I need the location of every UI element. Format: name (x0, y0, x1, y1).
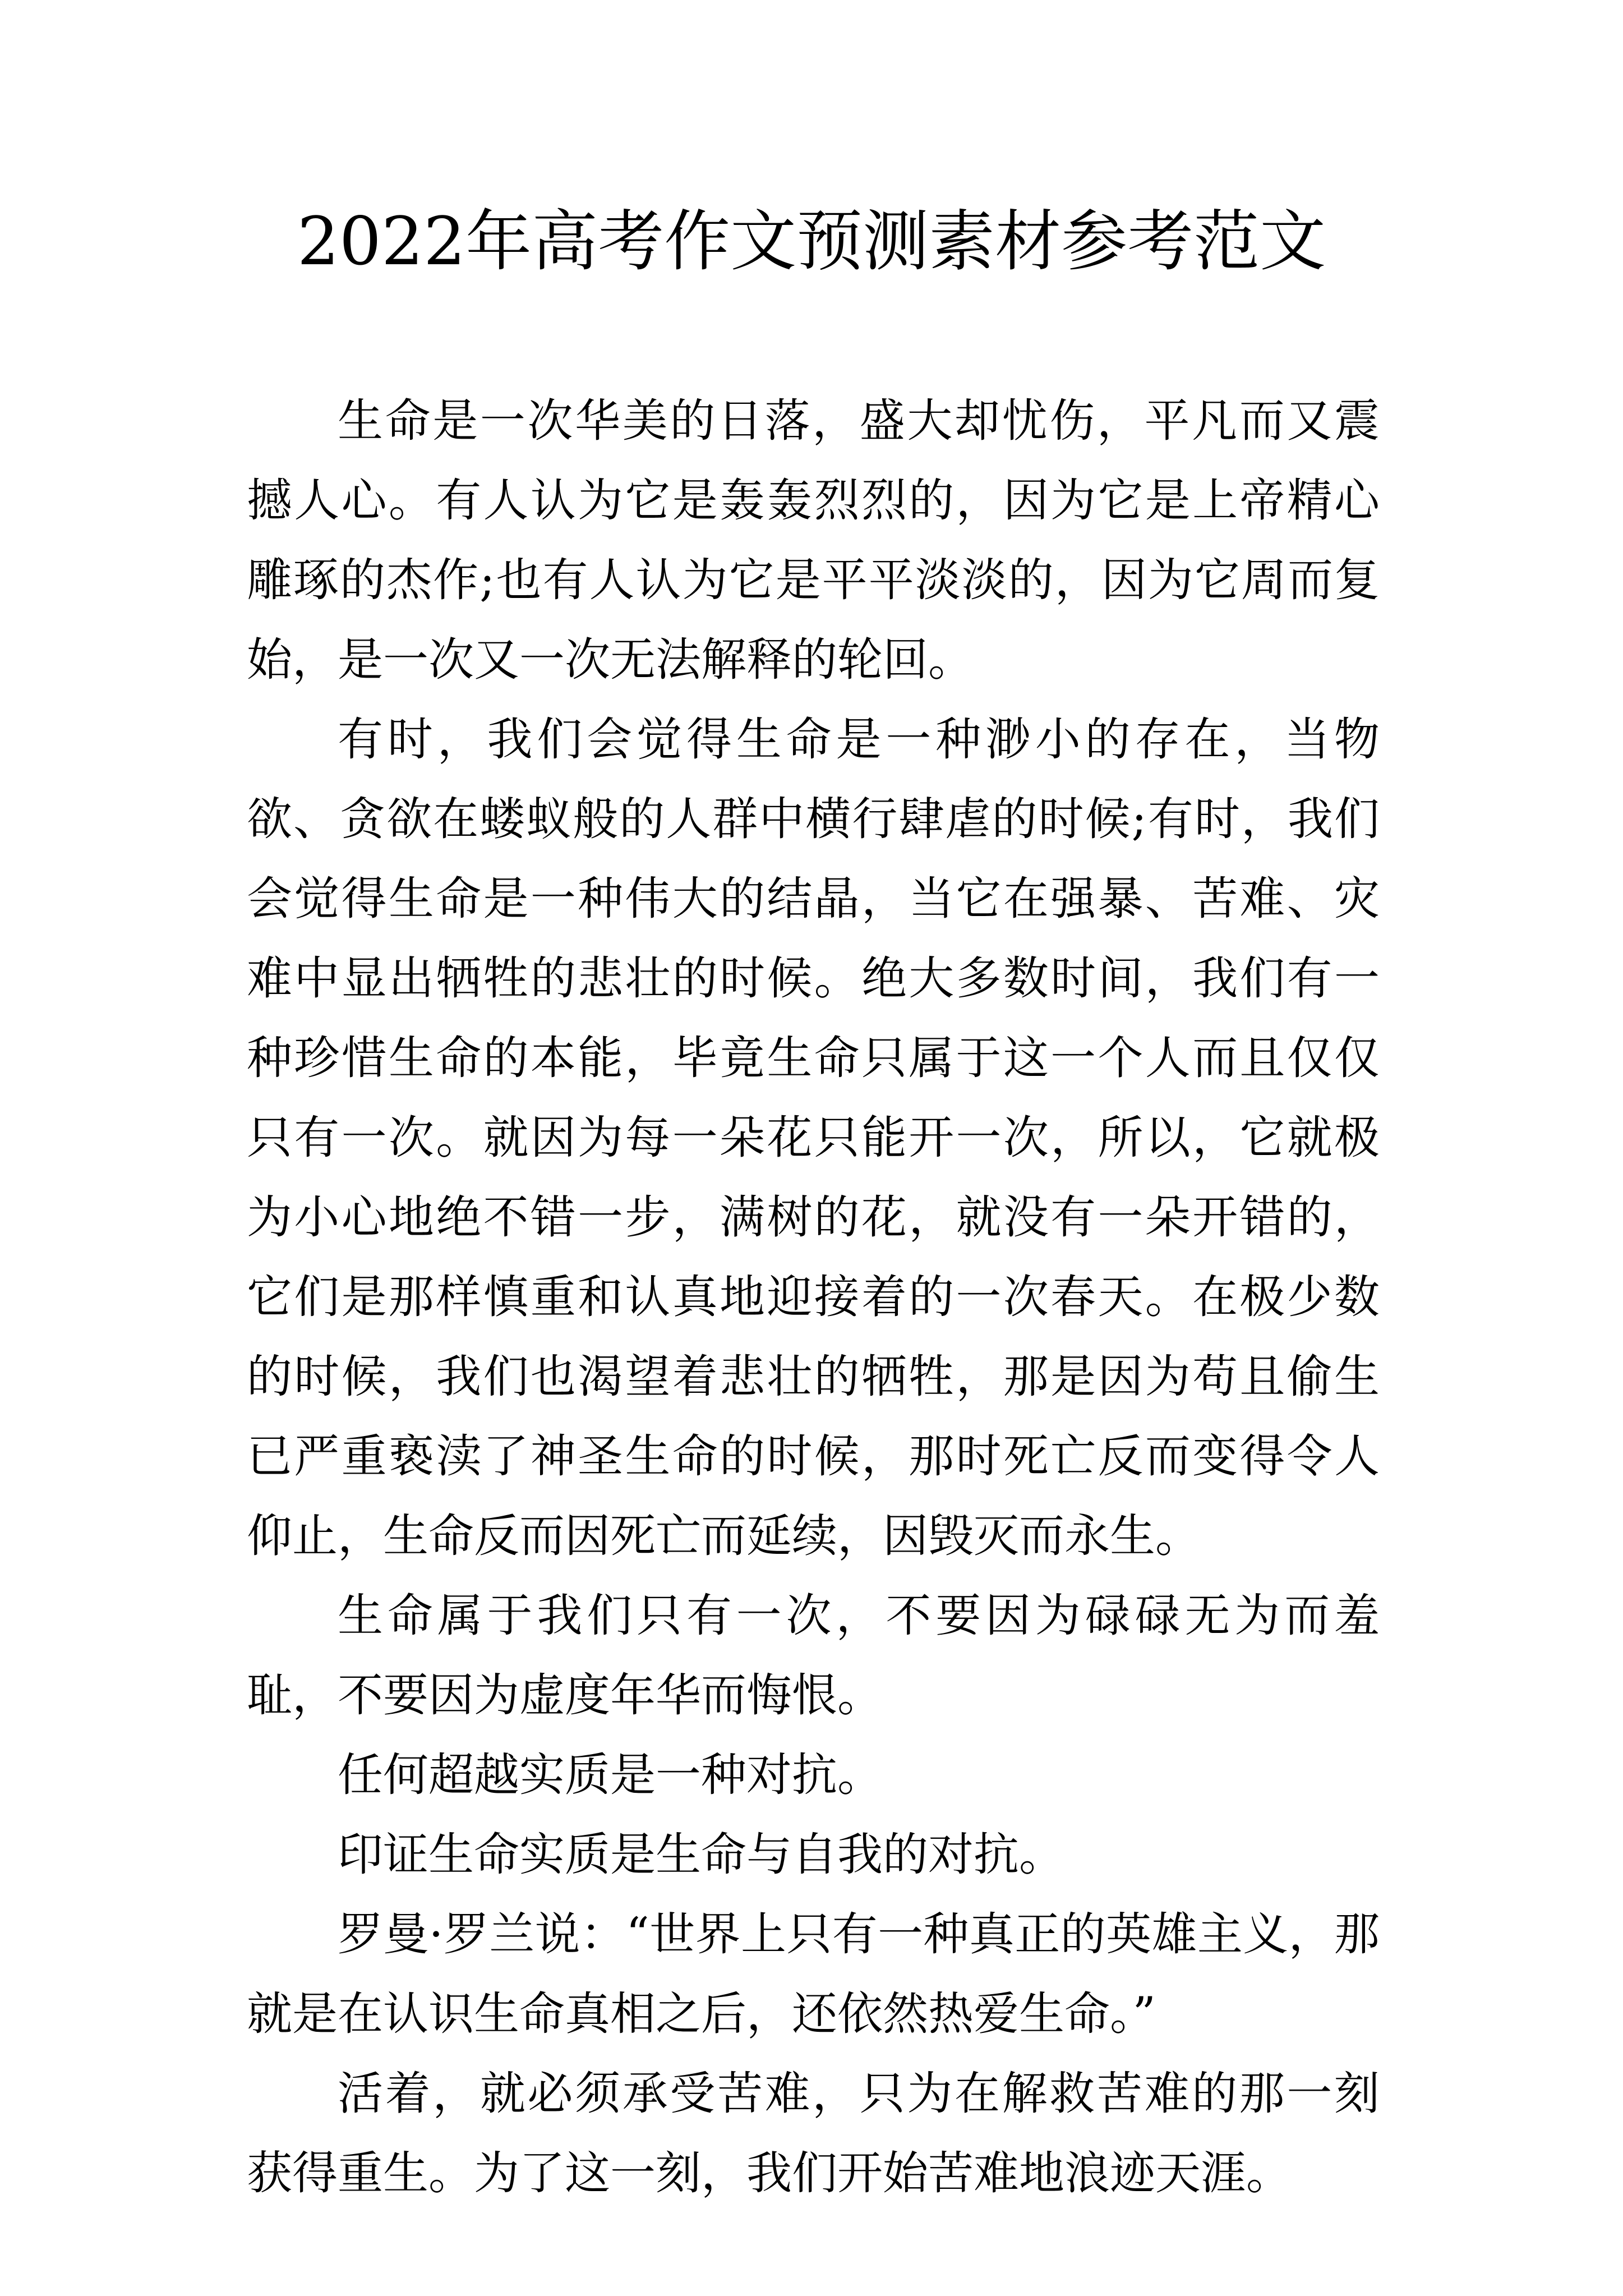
document-title: 2022年高考作文预测素材参考范文 (297, 203, 1326, 280)
paragraph: 生命属于我们只有一次，不要因为碌碌无为而羞耻，不要因为虚度年华而悔恨。 (247, 1590, 1380, 1722)
paragraph: 有时，我们会觉得生命是一种渺小的存在，当物欲、贪欲在蝼蚁般的人群中横行肆虐的时候;有时，我们会觉得生命是一种伟大的结晶，当它在强暴、苦难、灾难中显出牺牲的悲壮的时候。绝大多数时间，我们有一种珍惜生命的本能，毕竟生命只属于这一个人而且仅仅只有一次。就因为每一朵花只能开一次，所以，它就极为小心地绝不错一步，满树的花，就没有一朵开错的，它们是那样慎重和认真地迎接着的一次春天。在极少数的时候，我们也渴望着悲壮的牺牲，那是因为苟且偷生已严重亵渎了神圣生命的时候，那时死亡反而变得令人仰止，生命反而因死亡而延续，因毁灭而永生。 (247, 714, 1380, 1563)
paragraph: 印证生命实质是生命与自我的对抗。 (338, 1829, 1065, 1881)
paragraph: 任何超越实质是一种对抗。 (338, 1749, 883, 1802)
document-body (247, 381, 1380, 2214)
paragraph: 活着，就必须承受苦难，只为在解救苦难的那一刻获得重生。为了这一刻，我们开始苦难地浪迹天涯。 (247, 2068, 1380, 2200)
paragraph: 罗曼·罗兰说：“世界上只有一种真正的英雄主义，那就是在认识生命真相之后，还依然热爱生命。” (247, 1908, 1380, 2041)
paragraph: 生命是一次华美的日落，盛大却忧伤，平凡而又震撼人心。有人认为它是轰轰烈烈的，因为它是上帝精心雕琢的杰作;也有人认为它是平平淡淡的，因为它周而复始，是一次又一次无法解释的轮回。 (247, 395, 1380, 687)
